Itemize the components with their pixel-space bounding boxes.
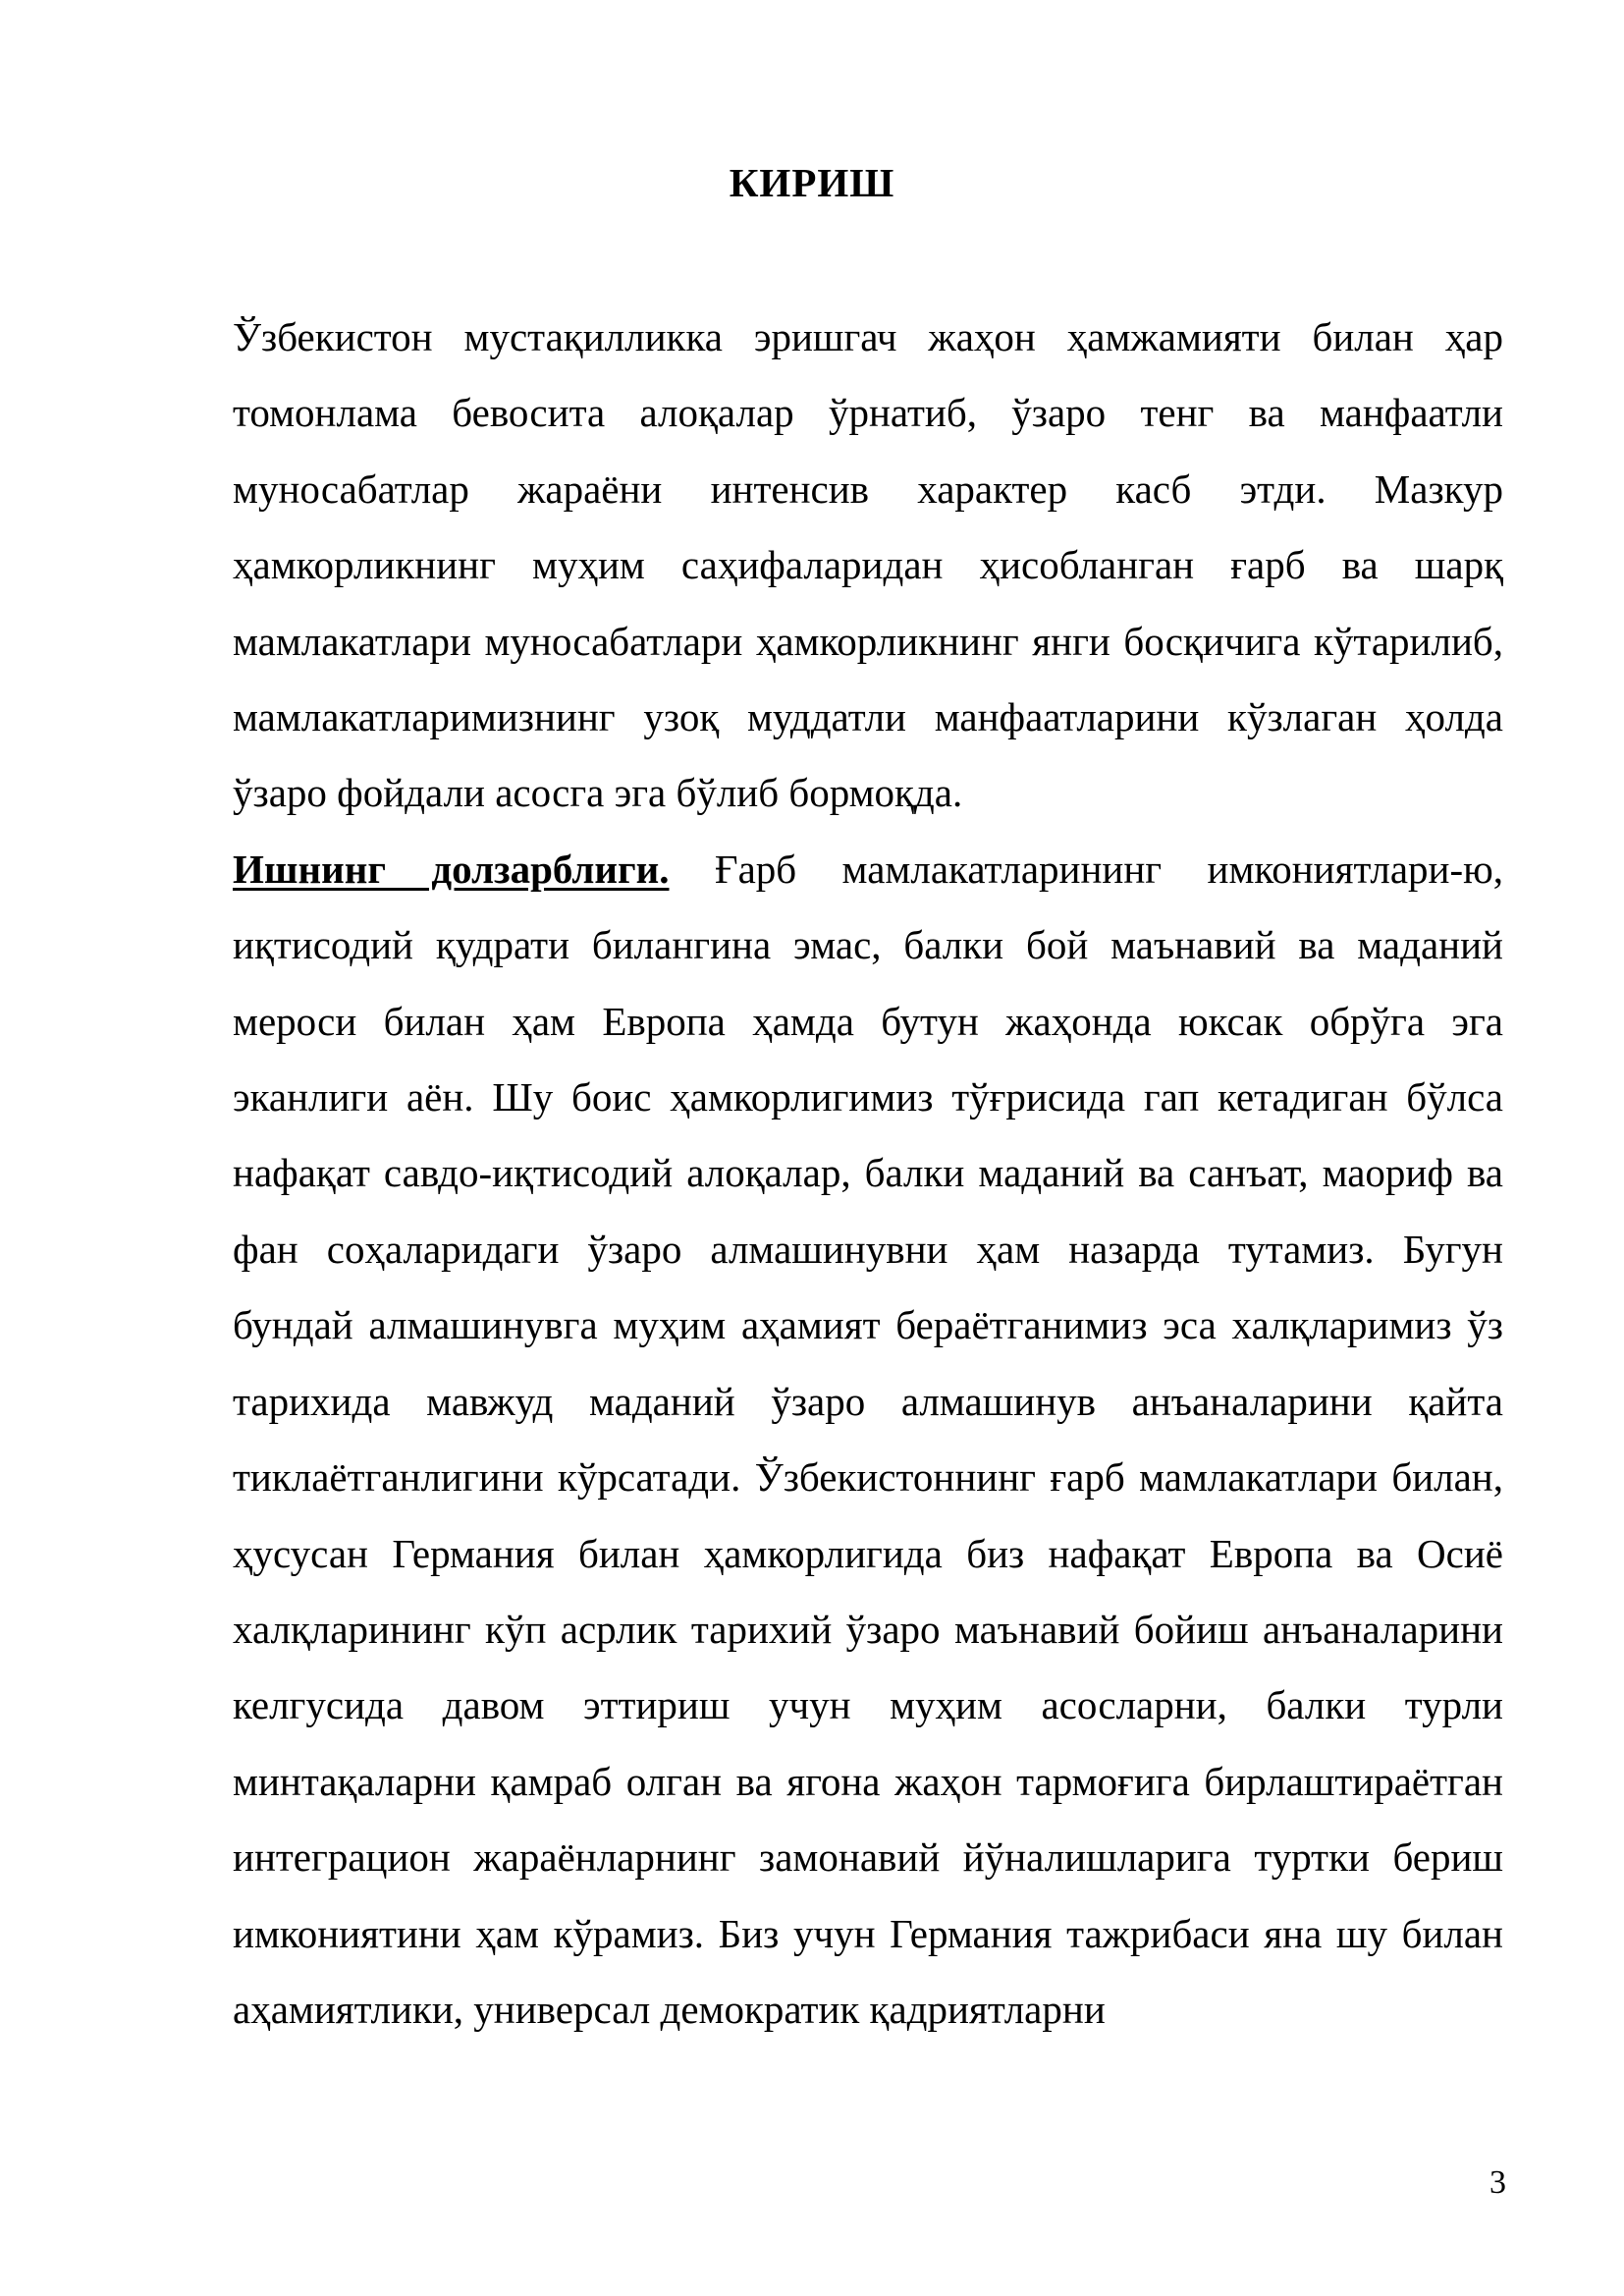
paragraph-relevance <box>233 832 1503 2049</box>
paragraph-intro: Ўзбекистон мустақилликка эришгач жаҳон ҳамжамияти билан ҳар томонлама бевосита алоқалар ўрнатиб, ўзаро тенг ва манфаатли муносабатлар жараёни интенсив характер касб этди. Мазкур ҳамкорликнинг муҳим саҳифаларидан ҳисобланган ғарб ва шарқ мамлакатлари муносабатлари ҳамкорликнинг янги босқичига кўтарилиб, мамлакатларимизнинг узоқ муддатли манфаатларини кўзлаган ҳолда ўзаро фойдали асосга эга бўлиб бормоқда. <box>233 314 1503 816</box>
relevance-text: Ғарб мамлакатларининг имкониятлари-ю, иқтисодий қудрати билангина эмас, балки бой маънавий ва маданий мероси билан ҳам Европа ҳамда бутун жаҳонда юксак обрўга эга эканлиги аён. Шу боис ҳамкорлигимиз тўғрисида гап кетадиган бўлса нафақат савдо-иқтисодий алоқалар, балки маданий ва санъат, маориф ва фан соҳаларидаги ўзаро алмашинувни ҳам назарда тутамиз. Бугун бундай алмашинувга муҳим аҳамият бераётганимиз эса халқларимиз ўз тарихида мавжуд маданий ўзаро алмашинув анъаналарини қайта тиклаётганлигини кўрсатади. Ўзбекистоннинг ғарб мамлакатлари билан, ҳусусан Германия билан ҳамкорлигида биз нафақат Европа ва Осиё халқларининг кўп асрлик тарихий ўзаро маънавий бойиш анъаналарини келгусида давом эттириш учун муҳим асосларни, балки турли минтақаларни қамраб олган ва ягона жаҳон тармоғига бирлаштираётган интеграцион жараёнларнинг замонавий йўналишларига туртки бериш имкониятини ҳам кўрамиз. Биз учун Германия тажрибаси яна шу билан аҳамиятлики, универсал демократик қадриятларни <box>233 846 1503 2032</box>
body-text <box>233 300 1503 2048</box>
page-number: 3 <box>1489 2164 1506 2201</box>
relevance-heading: Ишнинг долзарблиги. <box>233 846 670 892</box>
page-title: КИРИШ <box>729 160 895 205</box>
